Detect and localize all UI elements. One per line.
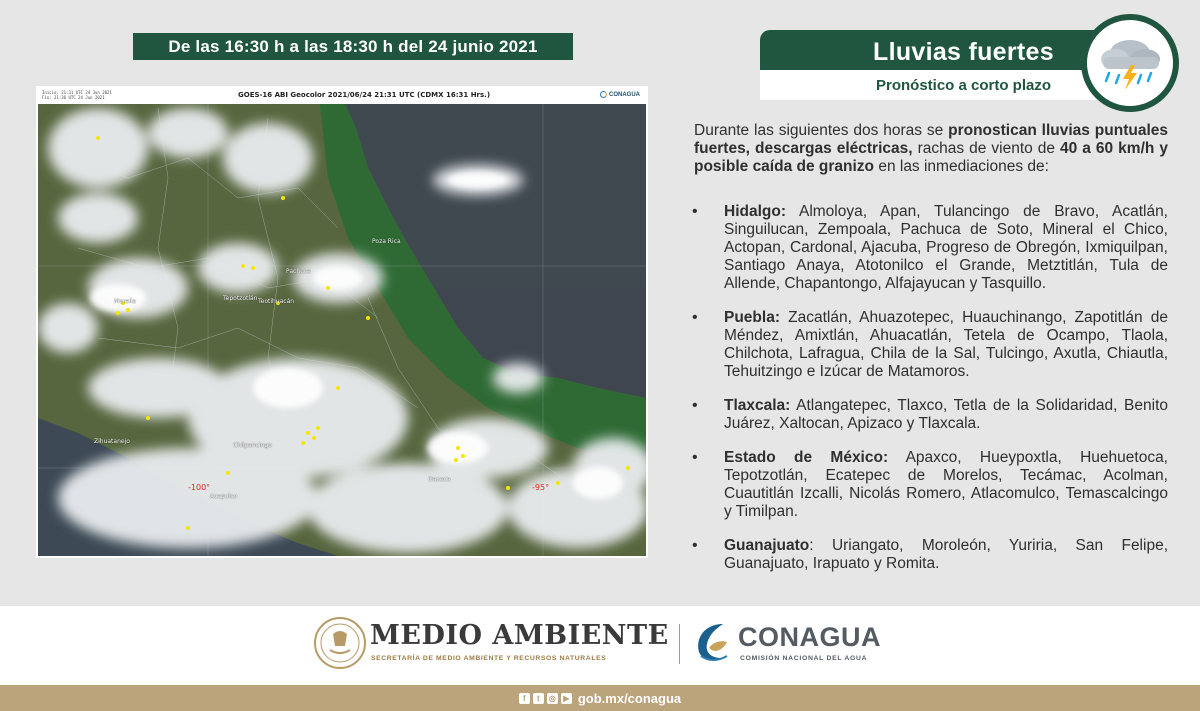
city-label: Oaxaca [428,476,451,483]
social-icons [519,693,572,704]
forecast-intro: Durante las siguientes dos horas se pronostican lluvias puntuales fuertes, descargas eléctricas, rachas de viento de 40 a 60 km/h y posible caída de granizo en las inmediaciones de: [694,122,1169,175]
state-list [690,203,1168,589]
footer-bar [0,685,1200,711]
facebook-icon[interactable]: f [519,693,530,704]
page-title: Lluvias fuertes [873,38,1054,66]
mexico-seal-icon [313,616,367,670]
city-label: Chilpancingo [233,442,272,449]
youtube-icon[interactable]: ▶ [561,693,572,704]
city-label: Acapulco [210,493,238,500]
storm-cloud-rain-lightning-icon [1081,14,1179,112]
city-label: Pachuca [286,268,311,275]
list-item: • Estado de México: Apaxco, Hueypoxtla, Huehuetoca, Tepotzotlán, Ecatepec de Morelos, Tecámac, Acolman, Cuautitlán Izcalli, Nicolás Romero, Atlacomulco, Temascalcingo y Timilpan. [690,449,1168,521]
page-subtitle: Pronóstico a corto plazo [876,77,1052,94]
footer-divider [679,624,680,664]
longitude-label: -100° [188,483,211,492]
conagua-mini-logo-icon [600,91,607,98]
site-link[interactable]: gob.mx/conagua [577,690,682,706]
date-range-banner [133,33,573,60]
satellite-image [38,88,646,556]
satellite-title: GOES-16 ABI Geocolor 2021/06/24 21:31 UTC (CDMX 16:31 Hrs.) [238,91,491,99]
satellite-logo: CONAGUA [600,91,640,98]
longitude-label: -95° [532,483,550,492]
instagram-icon[interactable]: ◎ [547,693,558,704]
list-item: • Puebla: Zacatlán, Ahuazotepec, Huauchinango, Zapotitlán de Méndez, Amixtlán, Ahuacatlán, Tetela de Ocampo, Tlaola, Chilchota, Lafragua, Chila de la Sal, Tulcingo, Axutla, Chiautla, Tehuitzingo e Izúcar de Matamoros. [690,309,1168,381]
date-range-text: De las 16:30 h a las 18:30 h del 24 junio 2021 [168,36,538,56]
medio-ambiente-subtitle: SECRETARÍA DE MEDIO AMBIENTE Y RECURSOS NATURALES [371,655,607,662]
satellite-info: Inicio: 21:31 UTC 24 Jun 2021 Fin: 21:36 UTC 24 Jun 2021 [42,90,112,100]
city-label: Morelia [114,298,136,305]
list-item: • Tlaxcala: Atlangatepec, Tlaxco, Tetla de la Solidaridad, Benito Juárez, Xaltocan, Apizaco y Tlaxcala. [690,397,1168,433]
satellite-map [38,88,646,556]
city-label: Zihuatanejo [94,438,130,445]
satellite-image-frame [36,86,648,558]
list-item: • Guanajuato: Uriangato, Moroleón, Yuriria, San Felipe, Guanajuato, Irapuato y Romita. [690,537,1168,573]
city-label: Tepotzotlán [223,295,258,302]
twitter-icon[interactable]: t [533,693,544,704]
list-item: • Hidalgo: Almoloya, Apan, Tulancingo de Bravo, Acatlán, Singuilucan, Zempoala, Pachuca de Soto, Mineral el Chico, Actopan, Cardonal, Ajacuba, Progreso de Obregón, Ixmiquilpan, Santiago Anaya, Atotonilco el Grande, Metztitlán, Tula de Allende, Chapantongo, Alfajayucan y Tasquillo. [690,203,1168,293]
conagua-subtitle: COMISIÓN NACIONAL DEL AGUA [740,655,868,662]
conagua-logo-text: CONAGUA [738,622,881,652]
satellite-header [38,88,646,104]
city-label: Teotihuacán [258,298,295,305]
medio-ambiente-logo-text: MEDIO AMBIENTE [370,620,669,651]
city-label: Poza Rica [372,238,401,245]
conagua-logo-icon [693,620,733,664]
